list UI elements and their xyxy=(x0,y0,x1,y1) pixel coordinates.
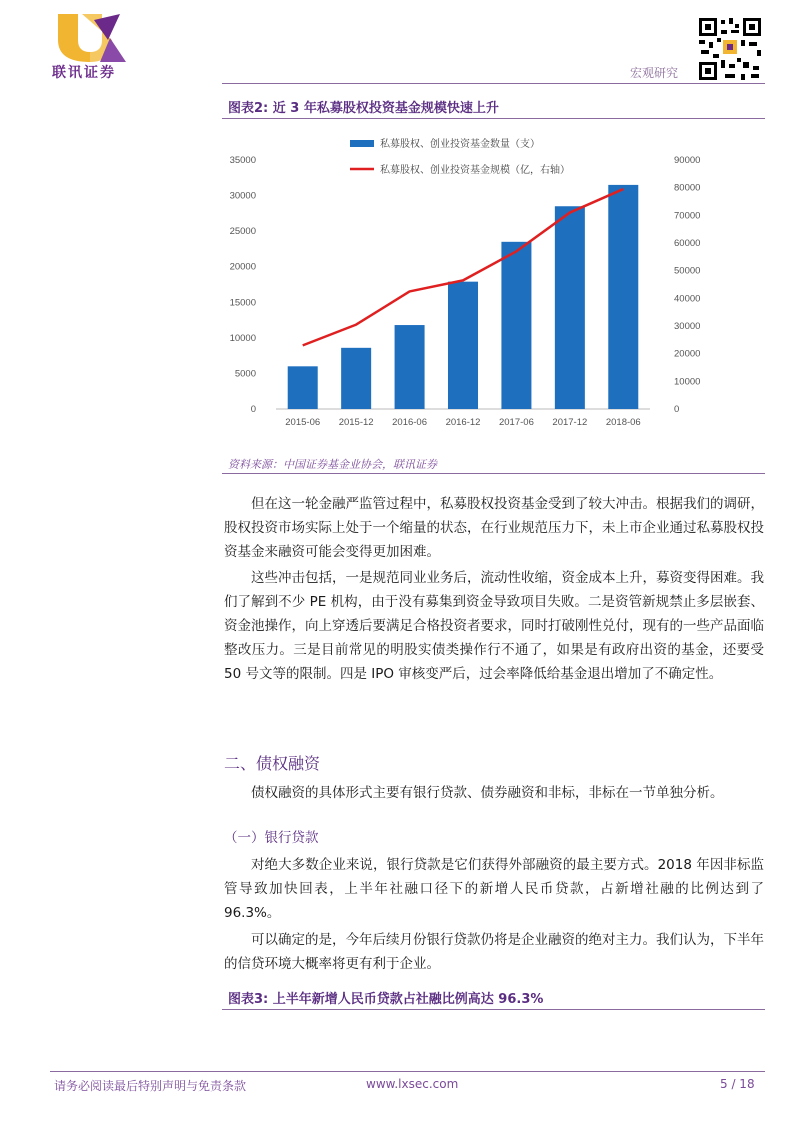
x-tick-label: 2017-12 xyxy=(552,417,588,428)
bar-fund-count xyxy=(608,185,638,409)
paragraph-debt-forms: 债权融资的具体形式主要有银行贷款、债券融资和非标，非标在一节单独分析。 xyxy=(251,785,724,801)
y-right-tick-label: 90000 xyxy=(674,155,701,166)
footer-divider xyxy=(50,1071,765,1072)
y-right-tick-label: 50000 xyxy=(674,265,701,277)
legend-label-fund-scale: 私募股权、创业投资基金规模（亿，右轴） xyxy=(380,165,570,176)
bar-fund-count xyxy=(555,206,585,409)
bar-fund-count xyxy=(341,348,371,409)
bar-fund-count xyxy=(288,366,318,409)
header-divider xyxy=(222,83,765,84)
logo-text: 联讯证券 xyxy=(52,65,116,81)
page-number: 5 / 18 xyxy=(720,1077,755,1091)
y-right-tick-label: 60000 xyxy=(674,238,701,249)
header-section-label: 宏观研究 xyxy=(630,66,679,80)
y-left-tick-label: 35000 xyxy=(229,155,256,166)
bar-fund-count xyxy=(395,325,425,409)
y-left-tick-label: 10000 xyxy=(229,332,256,344)
figure-2-source-divider xyxy=(222,473,765,474)
y-right-tick-label: 30000 xyxy=(674,321,701,332)
figure-3-title-divider xyxy=(222,1009,765,1010)
x-tick-label: 2018-06 xyxy=(605,417,641,428)
bar-fund-count xyxy=(501,242,531,409)
figure-2-source: 资料来源：中国证券基金业协会，联讯证券 xyxy=(228,458,437,471)
legend-swatch-fund-count xyxy=(350,140,374,147)
y-left-tick-label: 15000 xyxy=(229,297,256,309)
y-right-tick-label: 70000 xyxy=(674,210,701,222)
x-tick-label: 2015-12 xyxy=(338,417,374,428)
y-right-tick-label: 40000 xyxy=(674,293,701,305)
paragraph-bank-loans: 对绝大多数企业来说，银行贷款是它们获得外部融资的最主要方式。2018 年因非标监管导致加快回表，上半年社融口径下的新增人民币贷款，占新增社融的比例达到了 96.3%。 xyxy=(224,857,764,921)
paragraph-impact-list: 这些冲击包括，一是规范同业业务后，流动性收缩，资金成本上升，募资变得困难。我们了解到不少 PE 机构，由于没有募集到资金导致项目失败。二是资管新规禁止多层嵌套、资金池操作，向上穿透后要满足合格投资者要求，同时打破刚性兑付，现有的一些产品面临整改压力。三是目前常见的明股实债类操作行不通了，如果是有政府出资的基金，还要受 50 号文等的限制。四是 IPO 审核变严后，过会率降低给基金退出增加了不确定性。 xyxy=(224,570,764,682)
subsection-heading-bank-loans: （一）银行贷款 xyxy=(224,830,319,846)
y-left-tick-label: 25000 xyxy=(229,226,256,238)
y-left-tick-label: 20000 xyxy=(229,261,256,273)
y-right-tick-label: 20000 xyxy=(674,348,701,360)
figure-2-title: 图表2: 近 3 年私募股权投资基金规模快速上升 xyxy=(228,101,499,116)
x-tick-label: 2016-06 xyxy=(392,417,428,428)
y-left-tick-label: 5000 xyxy=(234,368,256,380)
y-right-tick-label: 80000 xyxy=(674,182,701,194)
footer-disclaimer: 请务必阅读最后特别声明与免责条款 xyxy=(54,1079,247,1093)
y-right-tick-label: 10000 xyxy=(674,376,701,388)
qr-code xyxy=(697,16,763,82)
x-tick-label: 2016-12 xyxy=(445,417,481,428)
figure-3-title: 图表3: 上半年新增人民币贷款占社融比例高达 96.3% xyxy=(228,992,544,1007)
fund-scale-chart xyxy=(222,124,702,444)
paragraph-pe-impact: 但在这一轮金融严监管过程中，私募股权投资基金受到了较大冲击。根据我们的调研，股权投资市场实际上处于一个缩量的状态，在行业规范压力下，未上市企业通过私募股权投资基金来融资可能会变得更加困难。 xyxy=(224,496,764,560)
paragraph-credit-outlook: 可以确定的是，今年后续月份银行贷款仍将是企业融资的绝对主力。我们认为，下半年的信贷环境大概率将更有利于企业。 xyxy=(224,932,764,972)
x-tick-label: 2017-06 xyxy=(498,417,534,428)
y-left-tick-label: 0 xyxy=(250,404,256,415)
footer-website: www.lxsec.com xyxy=(366,1077,459,1091)
y-right-tick-label: 0 xyxy=(674,404,680,415)
x-tick-label: 2015-06 xyxy=(285,417,321,428)
bar-fund-count xyxy=(448,282,478,409)
legend-label-fund-count: 私募股权、创业投资基金数量（支） xyxy=(380,139,540,150)
section-heading-debt-financing: 二、债权融资 xyxy=(224,754,321,773)
y-left-tick-label: 30000 xyxy=(229,190,256,202)
figure-2-title-divider xyxy=(222,118,765,119)
